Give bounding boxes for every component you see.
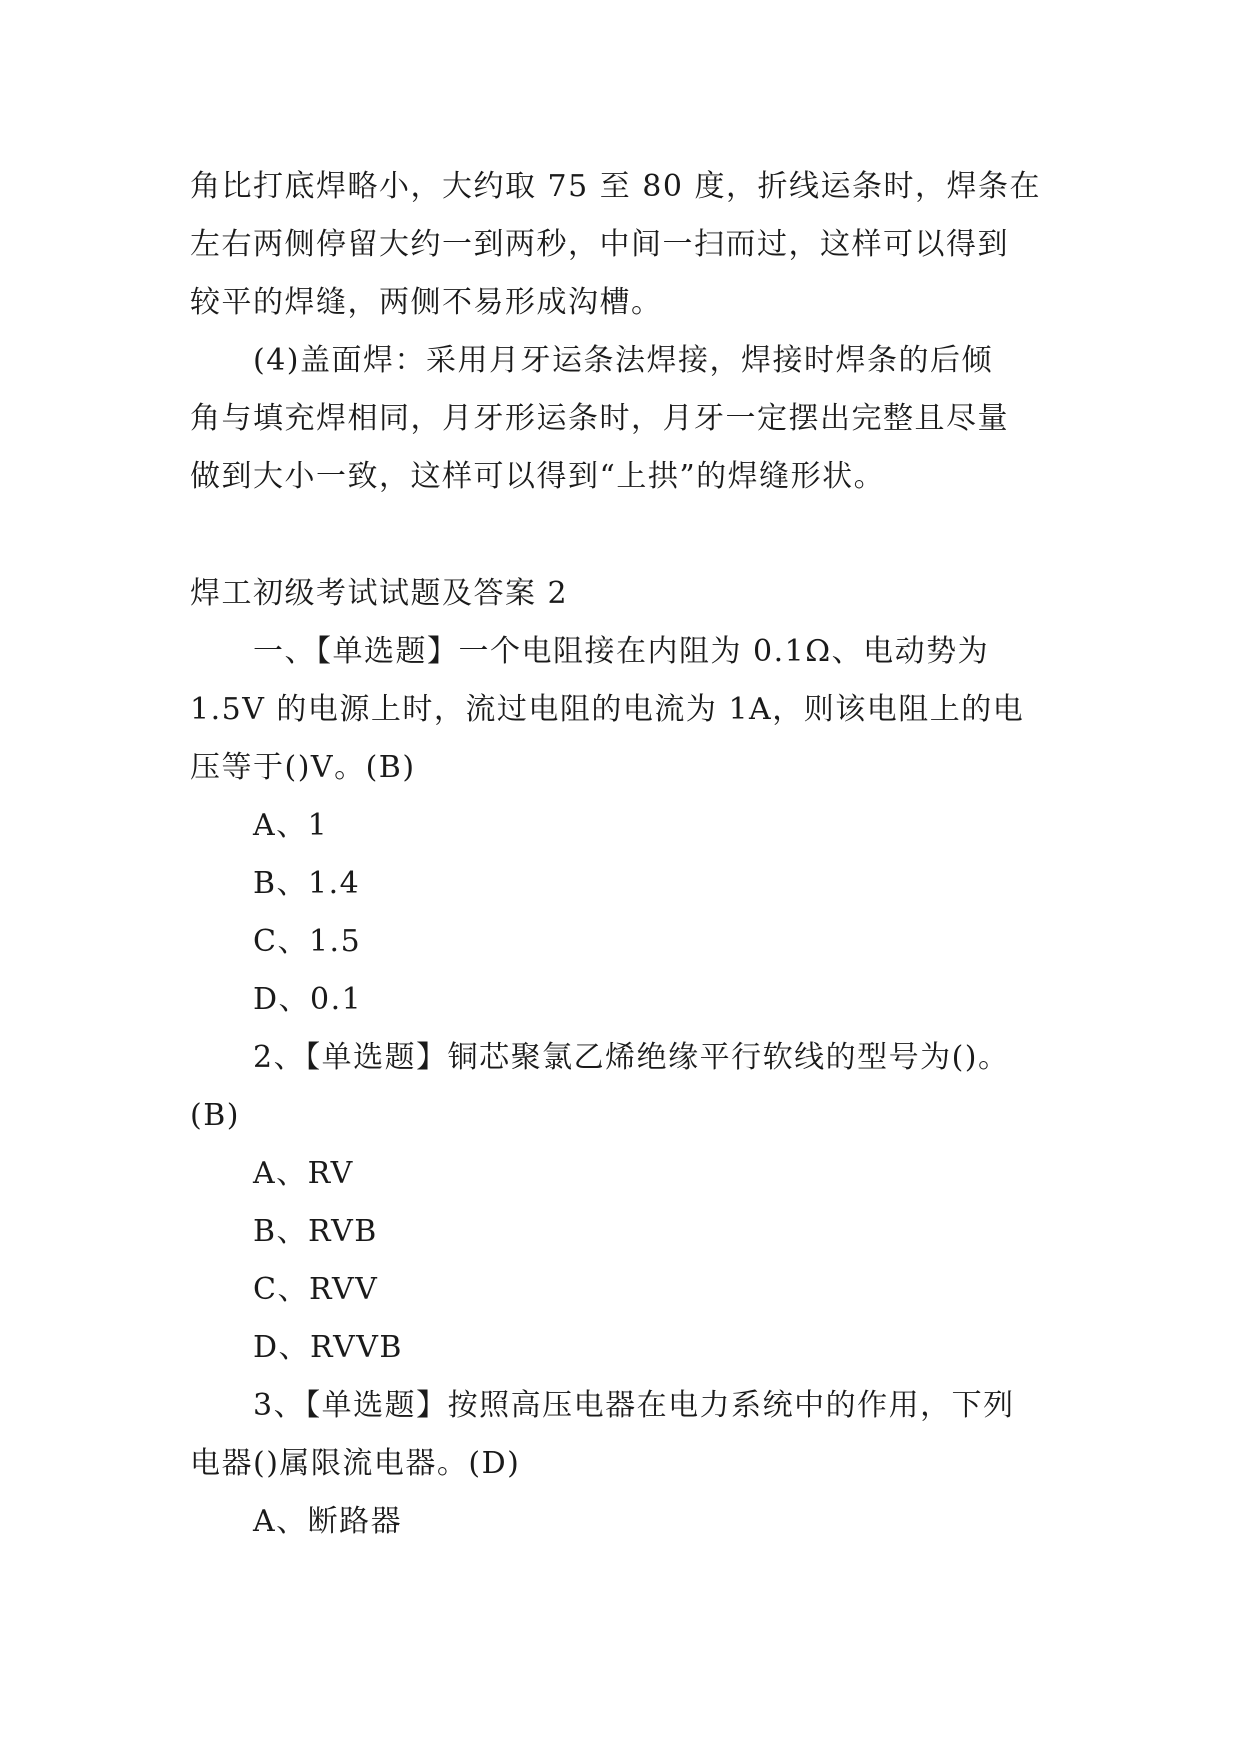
answer-option: A、1: [253, 808, 329, 843]
answer-option: C、RVV: [253, 1272, 379, 1307]
answer-option: A、断路器: [253, 1504, 403, 1539]
paragraph-line: 左右两侧停留大约一到两秒，中间一扫而过，这样可以得到: [190, 227, 1009, 262]
paragraph-line: 较平的焊缝，两侧不易形成沟槽。: [190, 285, 663, 320]
section-title: 焊工初级考试试题及答案 2: [190, 576, 569, 611]
paragraph-line: 角与填充焊相同，月牙形运条时，月牙一定摆出完整且尽量: [190, 401, 1009, 436]
answer-option: B、RVB: [253, 1214, 378, 1249]
question-text: 电器()属限流电器。(D): [190, 1446, 521, 1481]
paragraph-line: 角比打底焊略小，大约取 75 至 80 度，折线运条时，焊条在: [190, 169, 1041, 204]
question-text: 2、【单选题】铜芯聚氯乙烯绝缘平行软线的型号为()。: [253, 1040, 1010, 1075]
question-text: 3、【单选题】按照高压电器在电力系统中的作用，下列: [253, 1388, 1015, 1423]
answer-option: D、0.1: [253, 982, 363, 1017]
paragraph-line: 做到大小一致，这样可以得到“上拱”的焊缝形状。: [190, 459, 886, 494]
answer-option: D、RVVB: [253, 1330, 403, 1365]
answer-option: B、1.4: [253, 866, 361, 901]
paragraph-line: (4)盖面焊：采用月牙运条法焊接，焊接时焊条的后倾: [253, 343, 993, 378]
question-text: 压等于()V。(B): [190, 750, 416, 785]
answer-option: A、RV: [253, 1156, 354, 1191]
question-text: (B): [190, 1098, 240, 1133]
question-text: 一、【单选题】一个电阻接在内阻为 0.1Ω、电动势为: [253, 634, 990, 669]
answer-option: C、1.5: [253, 924, 362, 959]
question-text: 1.5V 的电源上时，流过电阻的电流为 1A，则该电阻上的电: [190, 692, 1025, 727]
